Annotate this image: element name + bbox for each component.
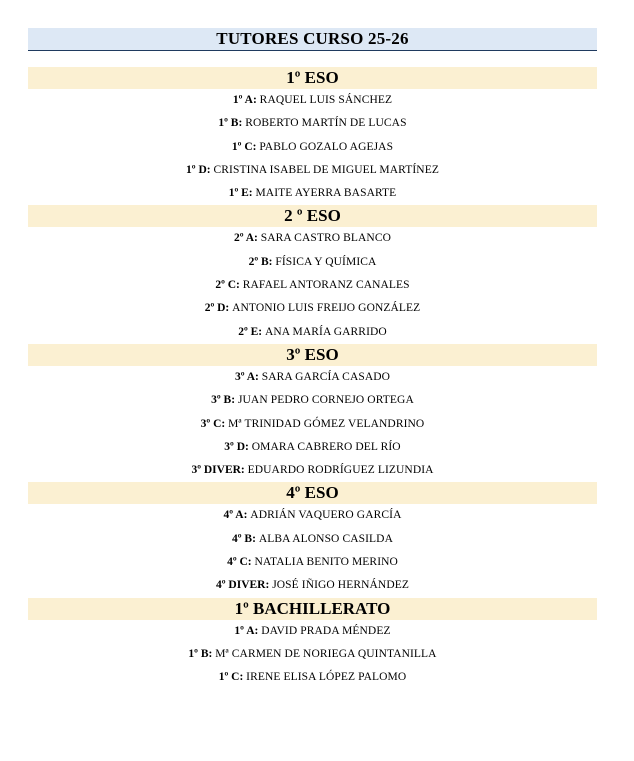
tutor-row [28,274,597,297]
tutor-name: ROBERTO MARTÍN DE LUCAS [245,117,407,130]
tutor-list [28,366,597,482]
tutor-row [28,297,597,320]
group-label: 1º B: [218,117,243,130]
tutor-name: ANA MARÍA GARRIDO [264,325,387,338]
group-label: 2º A: [233,232,258,245]
tutor-row [28,112,597,135]
group-label: 3º C: [200,417,226,430]
tutor-name: ANTONIO LUIS FREIJO GONZÁLEZ [232,302,421,315]
tutor-list [28,89,597,205]
section-4-eso [28,482,597,597]
tutor-row [28,459,597,482]
tutor-row [28,574,597,597]
tutor-row [28,620,597,643]
tutor-name: JOSÉ IÑIGO HERNÁNDEZ [272,579,409,592]
tutor-list [28,227,597,343]
tutor-name: FÍSICA Y QUÍMICA [275,255,377,268]
tutor-name: RAFAEL ANTORANZ CANALES [242,279,410,292]
tutor-name: ADRIÁN VAQUERO GARCÍA [250,509,402,522]
group-label: 4º DIVER: [216,579,270,592]
document-page [28,28,597,690]
tutor-row [28,182,597,205]
tutor-name: EDUARDO RODRÍGUEZ LIZUNDIA [247,464,434,477]
tutor-row [28,227,597,250]
group-label: 2º D: [204,302,230,315]
tutor-row [28,528,597,551]
tutor-name: CRISTINA ISABEL DE MIGUEL MARTÍNEZ [213,163,439,176]
tutor-name: IRENE ELISA LÓPEZ PALOMO [246,671,407,684]
tutor-name: JUAN PEDRO CORNEJO ORTEGA [237,394,414,407]
tutor-row [28,89,597,112]
tutor-name: OMARA CABRERO DEL RÍO [251,440,401,453]
group-label: 2º C: [215,279,240,292]
tutor-name: MAITE AYERRA BASARTE [255,187,397,200]
section-2-eso [28,205,597,343]
tutor-name: RAQUEL LUIS SÁNCHEZ [259,94,393,106]
tutor-row [28,666,597,689]
tutor-row [28,366,597,389]
tutor-row [28,159,597,182]
section-1-bachillerato [28,598,597,690]
tutor-row [28,643,597,666]
section-heading: 2 º ESO [28,205,597,227]
group-label: 1º A: [232,94,257,106]
group-label: 2º E: [238,325,263,338]
tutor-name: SARA GARCÍA CASADO [261,370,391,383]
section-3-eso [28,344,597,482]
group-label: 1º C: [218,671,244,684]
group-label: 1º E: [228,187,253,200]
page-title: TUTORES CURSO 25-26 [28,28,597,51]
group-label: 3º B: [211,394,236,407]
group-label: 1º D: [186,163,211,176]
tutor-list [28,504,597,597]
group-label: 1º B: [188,647,213,660]
tutor-name: SARA CASTRO BLANCO [260,232,392,245]
tutor-row [28,389,597,412]
group-label: 4º A: [223,509,248,522]
group-label: 1º A: [234,624,259,637]
tutor-name: ALBA ALONSO CASILDA [258,532,393,545]
tutor-name: PABLO GOZALO AGEJAS [259,140,394,153]
section-heading: 1º ESO [28,67,597,89]
section-heading: 1º BACHILLERATO [28,598,597,620]
tutor-row [28,251,597,274]
group-label: 3º A: [234,370,259,383]
group-label: 1º C: [231,140,257,153]
group-label: 4º B: [232,532,256,545]
tutor-name: Mª TRINIDAD GÓMEZ VELANDRINO [228,417,425,430]
tutor-row [28,413,597,436]
tutor-name: DAVID PRADA MÉNDEZ [261,624,391,637]
section-heading: 3º ESO [28,344,597,366]
tutor-list [28,620,597,690]
tutor-name: Mª CARMEN DE NORIEGA QUINTANILLA [215,647,437,660]
tutor-name: NATALIA BENITO MERINO [254,556,398,569]
group-label: 3º D: [224,440,249,453]
group-label: 4º C: [227,556,252,569]
tutor-row [28,136,597,159]
section-1-eso [28,67,597,205]
section-heading: 4º ESO [28,482,597,504]
tutor-row [28,504,597,527]
tutor-row [28,321,597,344]
group-label: 3º DIVER: [191,464,245,477]
group-label: 2º B: [248,255,273,268]
tutor-row [28,436,597,459]
tutor-row [28,551,597,574]
